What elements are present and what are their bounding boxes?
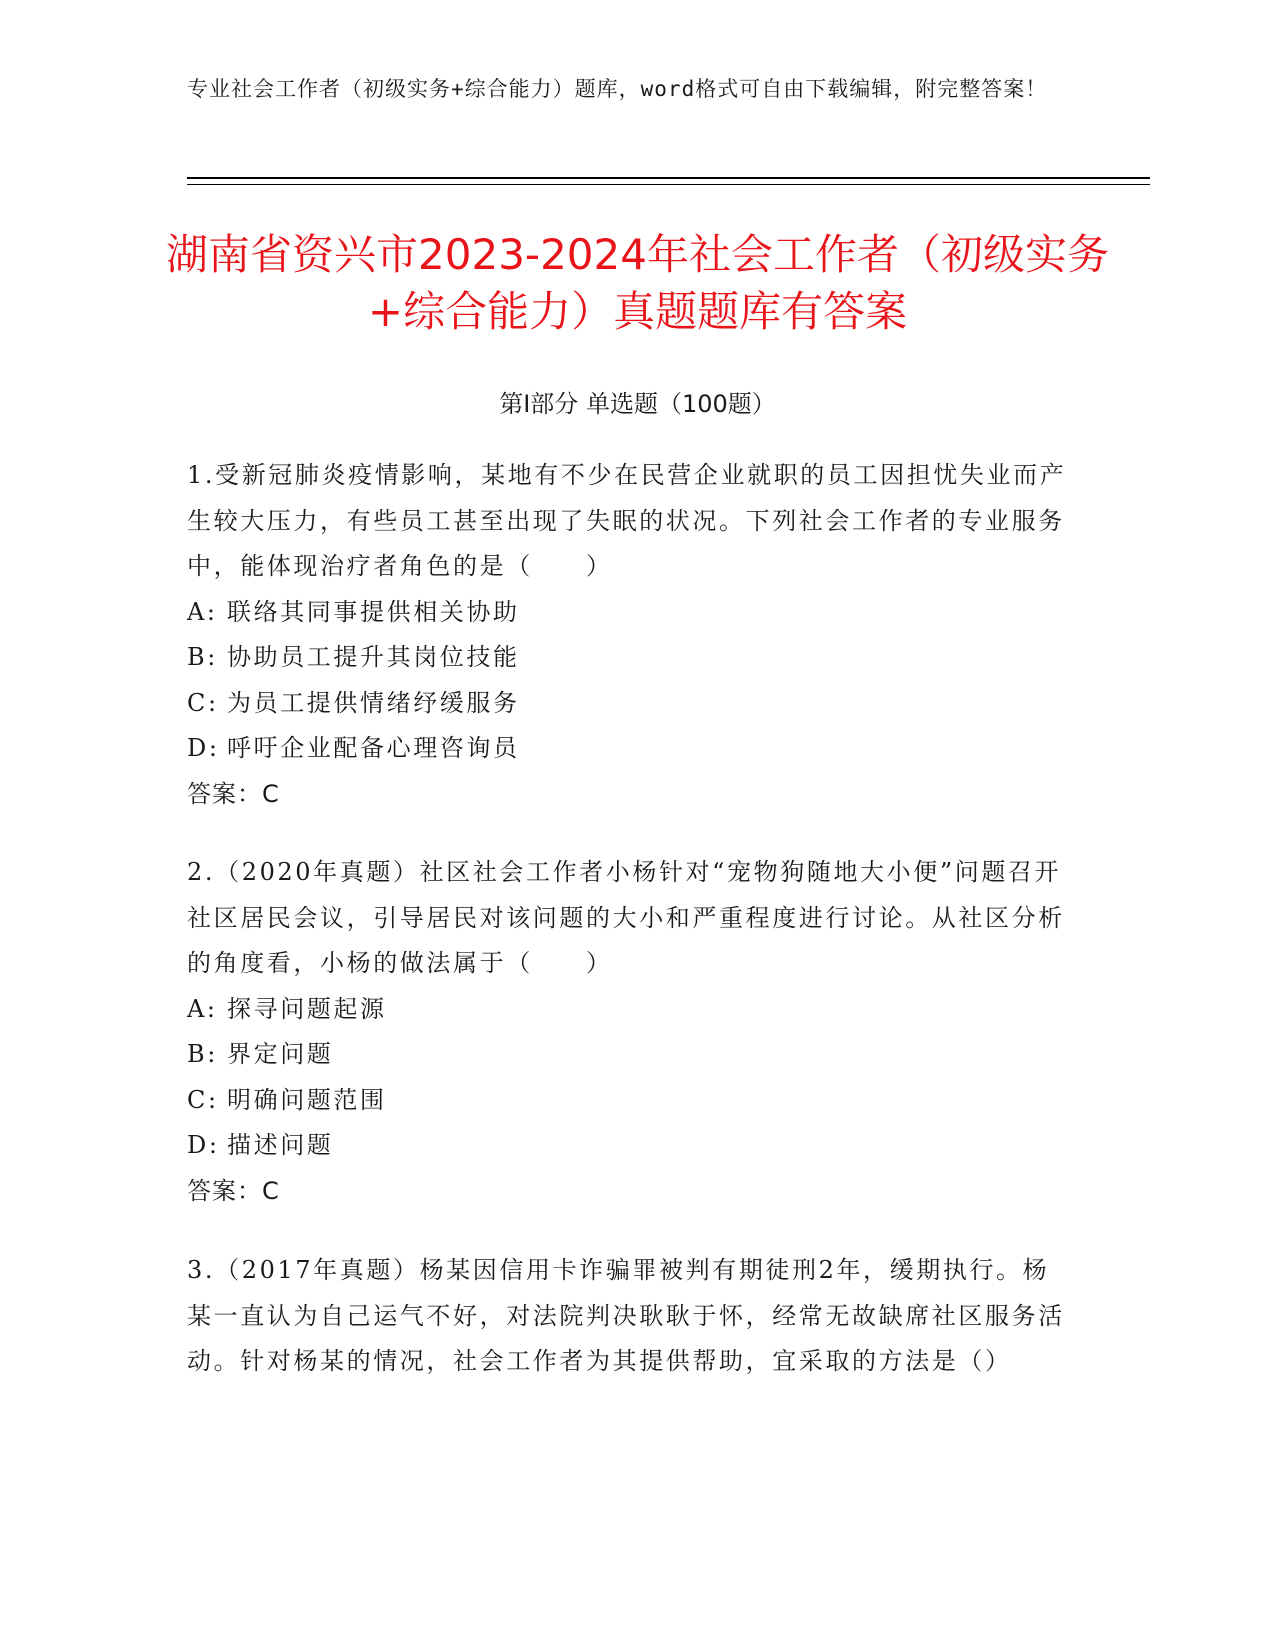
option-text: 界定问题	[227, 1040, 334, 1068]
option-text: 为员工提供情绪纾缓服务	[227, 688, 520, 717]
option-key: A:	[187, 994, 218, 1023]
option-key: C:	[187, 1085, 219, 1114]
document-header	[187, 74, 1087, 105]
question-2	[187, 850, 1067, 1214]
option-text: 探寻问题起源	[227, 994, 387, 1023]
question-stem: 1.受新冠肺炎疫情影响，某地有不少在民营企业就职的员工因担忧失业而产生较大压力，有些员工甚至出现了失眠的状况。下列社会工作者的专业服务中，能体现治疗者角色的是（ ）	[187, 461, 1067, 580]
option-d	[187, 1123, 1067, 1169]
question-1	[187, 453, 1067, 817]
option-d	[187, 726, 1067, 772]
option-key: D:	[187, 734, 220, 762]
question-3	[187, 1248, 1067, 1385]
option-text: 描述问题	[227, 1131, 334, 1159]
option-a	[187, 590, 1067, 636]
option-key: D:	[187, 1131, 220, 1159]
answer: 答案：C	[187, 779, 280, 808]
header-divider-thin	[187, 184, 1150, 185]
option-text: 呼吁企业配备心理咨询员	[227, 734, 520, 762]
option-text: 协助员工提升其岗位技能	[227, 643, 520, 671]
option-a	[187, 987, 1067, 1033]
option-b	[187, 1032, 1067, 1078]
option-c	[187, 1078, 1067, 1124]
option-key: C:	[187, 688, 219, 717]
header-text: 专业社会工作者（初级实务+综合能力）题库，word格式可自由下载编辑，附完整答案！	[187, 77, 1048, 101]
option-b	[187, 635, 1067, 681]
option-key: A:	[187, 597, 218, 626]
option-c	[187, 681, 1067, 727]
option-key: B:	[187, 643, 218, 671]
option-key: B:	[187, 1040, 218, 1068]
answer: 答案：C	[187, 1176, 280, 1205]
question-stem: 2.（2020年真题）社区社会工作者小杨针对“宠物狗随地大小便”问题召开社区居民会议，引导居民对该问题的大小和严重程度进行讨论。从社区分析的角度看，小杨的做法属于（ ）	[187, 858, 1065, 977]
section-heading: 第Ⅰ部分 单选题（100题）	[499, 390, 776, 418]
option-text: 联络其同事提供相关协助	[227, 597, 520, 626]
header-divider-thick	[187, 177, 1150, 179]
question-stem: 3.（2017年真题）杨某因信用卡诈骗罪被判有期徒刑2年，缓期执行。杨某一直认为自己运气不好，对法院判决耿耿于怀，经常无故缺席社区服务活动。针对杨某的情况，社会工作者为其提供帮助，宜采取的方法是（）	[187, 1256, 1065, 1375]
option-text: 明确问题范围	[227, 1085, 387, 1114]
document-title: 湖南省资兴市2023-2024年社会工作者（初级实务+综合能力）真题题库有答案	[166, 230, 1109, 336]
